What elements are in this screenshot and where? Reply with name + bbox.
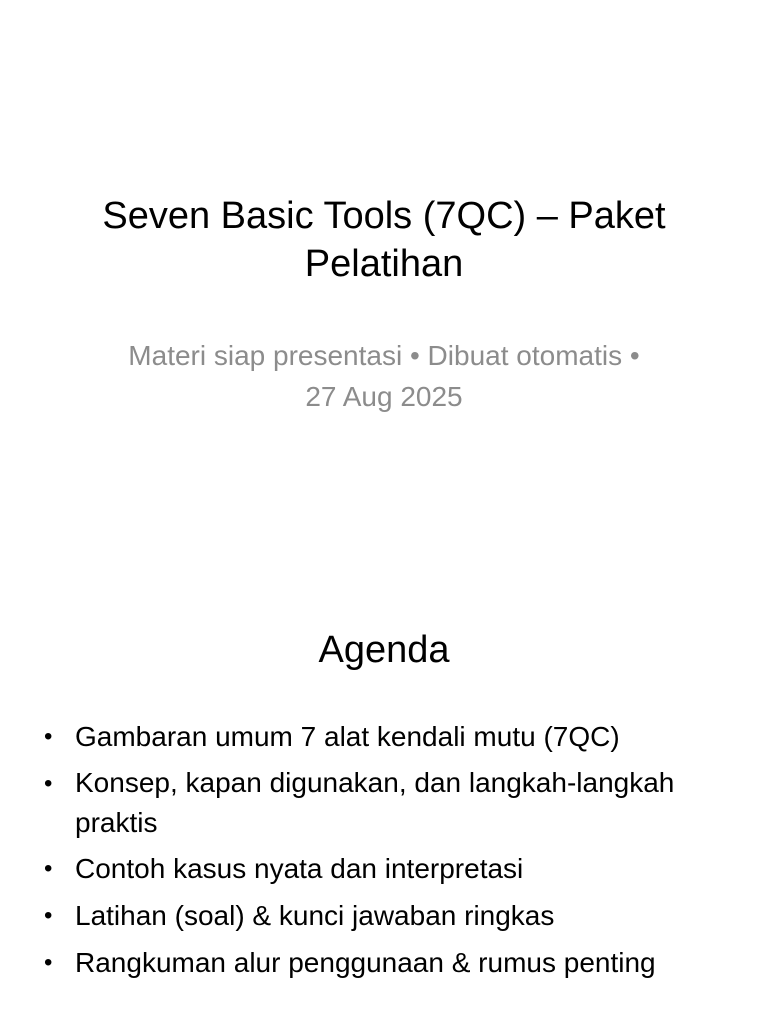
agenda-item-text: Latihan (soal) & kunci jawaban ringkas	[75, 900, 555, 931]
agenda-item	[44, 895, 734, 937]
agenda-item	[44, 942, 734, 984]
presentation-subtitle: Materi siap presentasi • Dibuat otomatis • 27 Aug 2025	[128, 340, 640, 412]
bullet-icon: •	[44, 949, 53, 976]
presentation-title: Seven Basic Tools (7QC) – Paket Pelatihan	[102, 195, 666, 285]
agenda-item	[44, 763, 734, 843]
agenda-item-text: Contoh kasus nyata dan interpretasi	[75, 853, 524, 884]
bullet-icon: •	[44, 902, 53, 929]
agenda-item	[44, 716, 734, 758]
bullet-icon: •	[44, 723, 53, 750]
agenda-list	[44, 716, 734, 989]
agenda-slide	[0, 512, 768, 1024]
agenda-item-text: Konsep, kapan digunakan, dan langkah-langkah praktis	[75, 767, 675, 838]
agenda-item-text: Gambaran umum 7 alat kendali mutu (7QC)	[75, 721, 620, 752]
agenda-item	[44, 848, 734, 890]
agenda-heading: Agenda	[318, 629, 450, 671]
bullet-icon: •	[44, 770, 53, 797]
agenda-item-text: Rangkuman alur penggunaan & rumus penting	[75, 947, 656, 978]
bullet-icon: •	[44, 855, 53, 882]
